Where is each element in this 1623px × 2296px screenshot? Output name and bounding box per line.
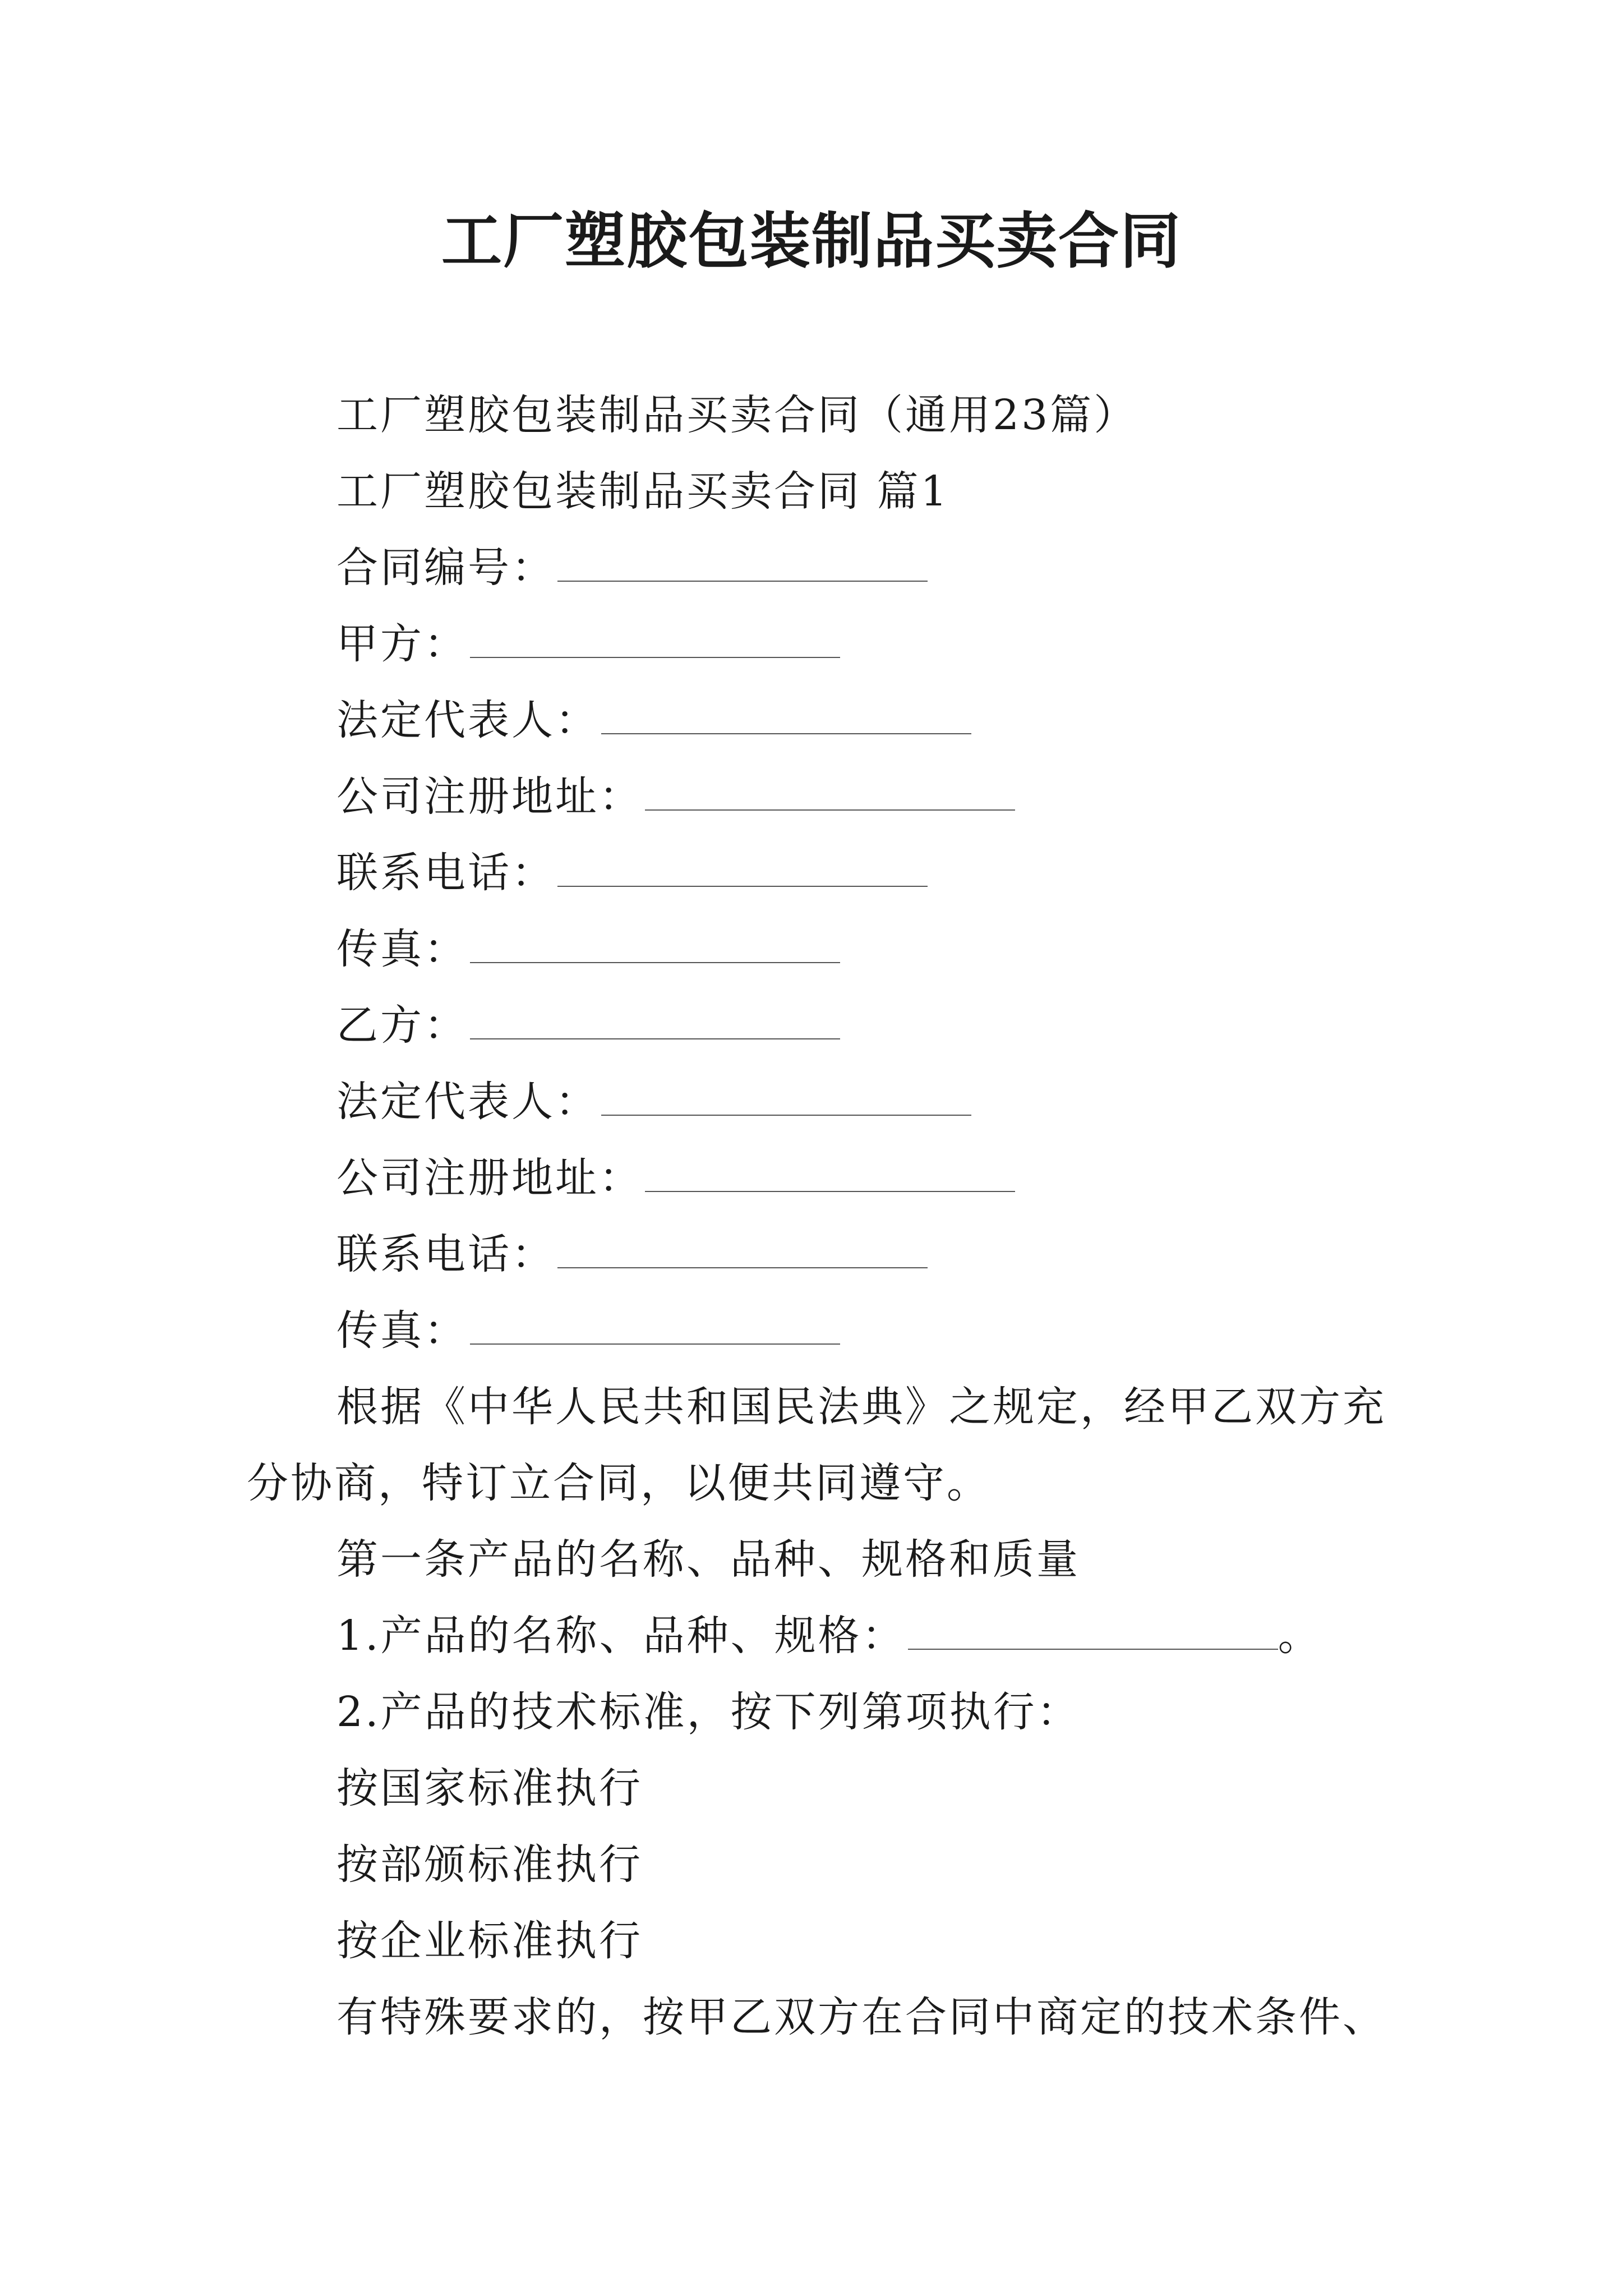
item-1-end: 。 — [1278, 1612, 1322, 1660]
item-1-blank — [908, 1615, 1278, 1650]
party-b-phone-row — [336, 1226, 928, 1282]
party-a-rep-label: 法定代表人： — [336, 696, 599, 744]
item-1-row — [336, 1608, 1322, 1664]
party-a-row — [336, 616, 840, 672]
party-b-phone-label: 联系电话： — [336, 1230, 555, 1278]
standard-ministry: 按部颁标准执行 — [336, 1841, 643, 1889]
party-b-phone-blank — [557, 1234, 928, 1268]
party-a-rep-row — [336, 692, 971, 748]
special-requirements-line: 有特殊要求的，按甲乙双方在合同中商定的技术条件、 — [336, 1993, 1386, 2041]
contract-number-row — [336, 540, 928, 596]
party-b-address-label: 公司注册地址： — [336, 1154, 643, 1202]
party-a-phone-label: 联系电话： — [336, 849, 555, 897]
party-a-fax-row — [336, 921, 840, 977]
party-a-phone-blank — [557, 852, 928, 887]
party-b-fax-blank — [470, 1310, 840, 1345]
section-heading: 工厂塑胶包装制品买卖合同 篇1 — [336, 467, 949, 516]
party-b-fax-label: 传真： — [336, 1306, 468, 1355]
article-1-heading: 第一条产品的名称、品种、规格和质量 — [336, 1535, 1080, 1584]
standard-national: 按国家标准执行 — [336, 1764, 643, 1812]
preamble-line-2: 分协商，特订立合同，以便共同遵守。 — [247, 1459, 990, 1507]
document-title: 工厂塑胶包装制品买卖合同 — [441, 206, 1182, 277]
party-a-label: 甲方： — [336, 620, 468, 668]
party-b-address-row — [336, 1150, 1015, 1206]
preamble-line-1: 根据《中华人民共和国民法典》之规定，经甲乙双方充 — [336, 1383, 1386, 1431]
party-a-phone-row — [336, 845, 928, 901]
document-subtitle: 工厂塑胶包装制品买卖合同（通用23篇） — [336, 391, 1138, 439]
party-a-address-row — [336, 769, 1015, 825]
item-2: 2.产品的技术标准，按下列第项执行： — [336, 1688, 1081, 1736]
party-b-label: 乙方： — [336, 1001, 468, 1050]
standard-enterprise: 按企业标准执行 — [336, 1917, 643, 1965]
party-b-rep-blank — [601, 1081, 971, 1116]
party-b-blank — [470, 1005, 840, 1039]
party-b-address-blank — [645, 1157, 1015, 1192]
party-a-fax-blank — [470, 928, 840, 963]
party-b-fax-row — [336, 1303, 840, 1359]
party-a-fax-label: 传真： — [336, 925, 468, 973]
party-a-rep-blank — [601, 700, 971, 734]
contract-number-blank — [557, 547, 928, 582]
party-a-blank — [470, 623, 840, 658]
item-1-label: 1.产品的名称、品种、规格： — [336, 1612, 906, 1660]
party-b-rep-label: 法定代表人： — [336, 1078, 599, 1126]
party-b-row — [336, 997, 840, 1053]
party-b-rep-row — [336, 1074, 971, 1130]
party-a-address-label: 公司注册地址： — [336, 772, 643, 821]
party-a-address-blank — [645, 776, 1015, 811]
contract-number-label: 合同编号： — [336, 544, 555, 592]
